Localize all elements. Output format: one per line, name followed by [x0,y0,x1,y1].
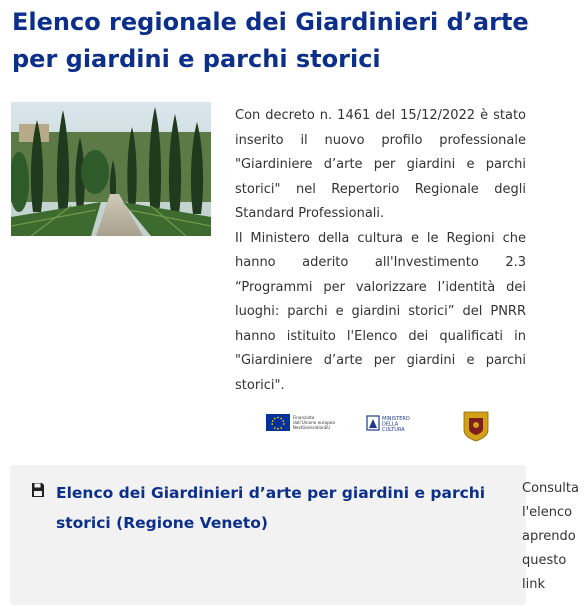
intro-paragraph: Il Ministero della cultura e le Regioni che hanno aderito all'Investimento 2.3 “Programmi per valorizzare l’identità dei luoghi: parchi e giardini storici” del PNRR hanno istituito l'Elenco dei qualificati in "Giardiniere d’arte per giardini e parchi storici". [235,230,526,393]
eu-logo-text: NextGenerationEU [293,425,331,430]
garden-photo [11,102,211,236]
attachment-description: Consulta l'elenco aprendo questo link [522,481,579,592]
page-title: Elenco regionale dei Giardinieri d’arte per giardini e parchi storici [12,8,529,73]
mic-logo-text: CULTURA [382,427,405,433]
eu-logo-text: Finanziato [293,415,315,420]
intro-paragraph: Con decreto n. 1461 del 15/12/2022 è stato inserito il nuovo profilo professionale "Giardiniere d’arte per giardini e parchi storici" nel Repertorio Regionale degli Standard Professionali. [235,108,526,221]
floppy-disk-icon [31,482,45,498]
attachment-card [10,465,526,605]
mic-logo-text: DELLA [382,421,399,428]
eu-funding-logo [266,412,340,434]
ministry-culture-logo [366,413,422,435]
attachment-link[interactable]: Elenco dei Giardinieri d’arte per giardini e parchi storici (Regione Veneto) [56,484,486,532]
intro-text [235,104,526,398]
mic-logo-text: MINISTERO [382,416,410,422]
regione-veneto-logo [461,410,491,444]
funding-logos [266,409,496,445]
eu-logo-text: dall'Unione europea [293,420,335,425]
